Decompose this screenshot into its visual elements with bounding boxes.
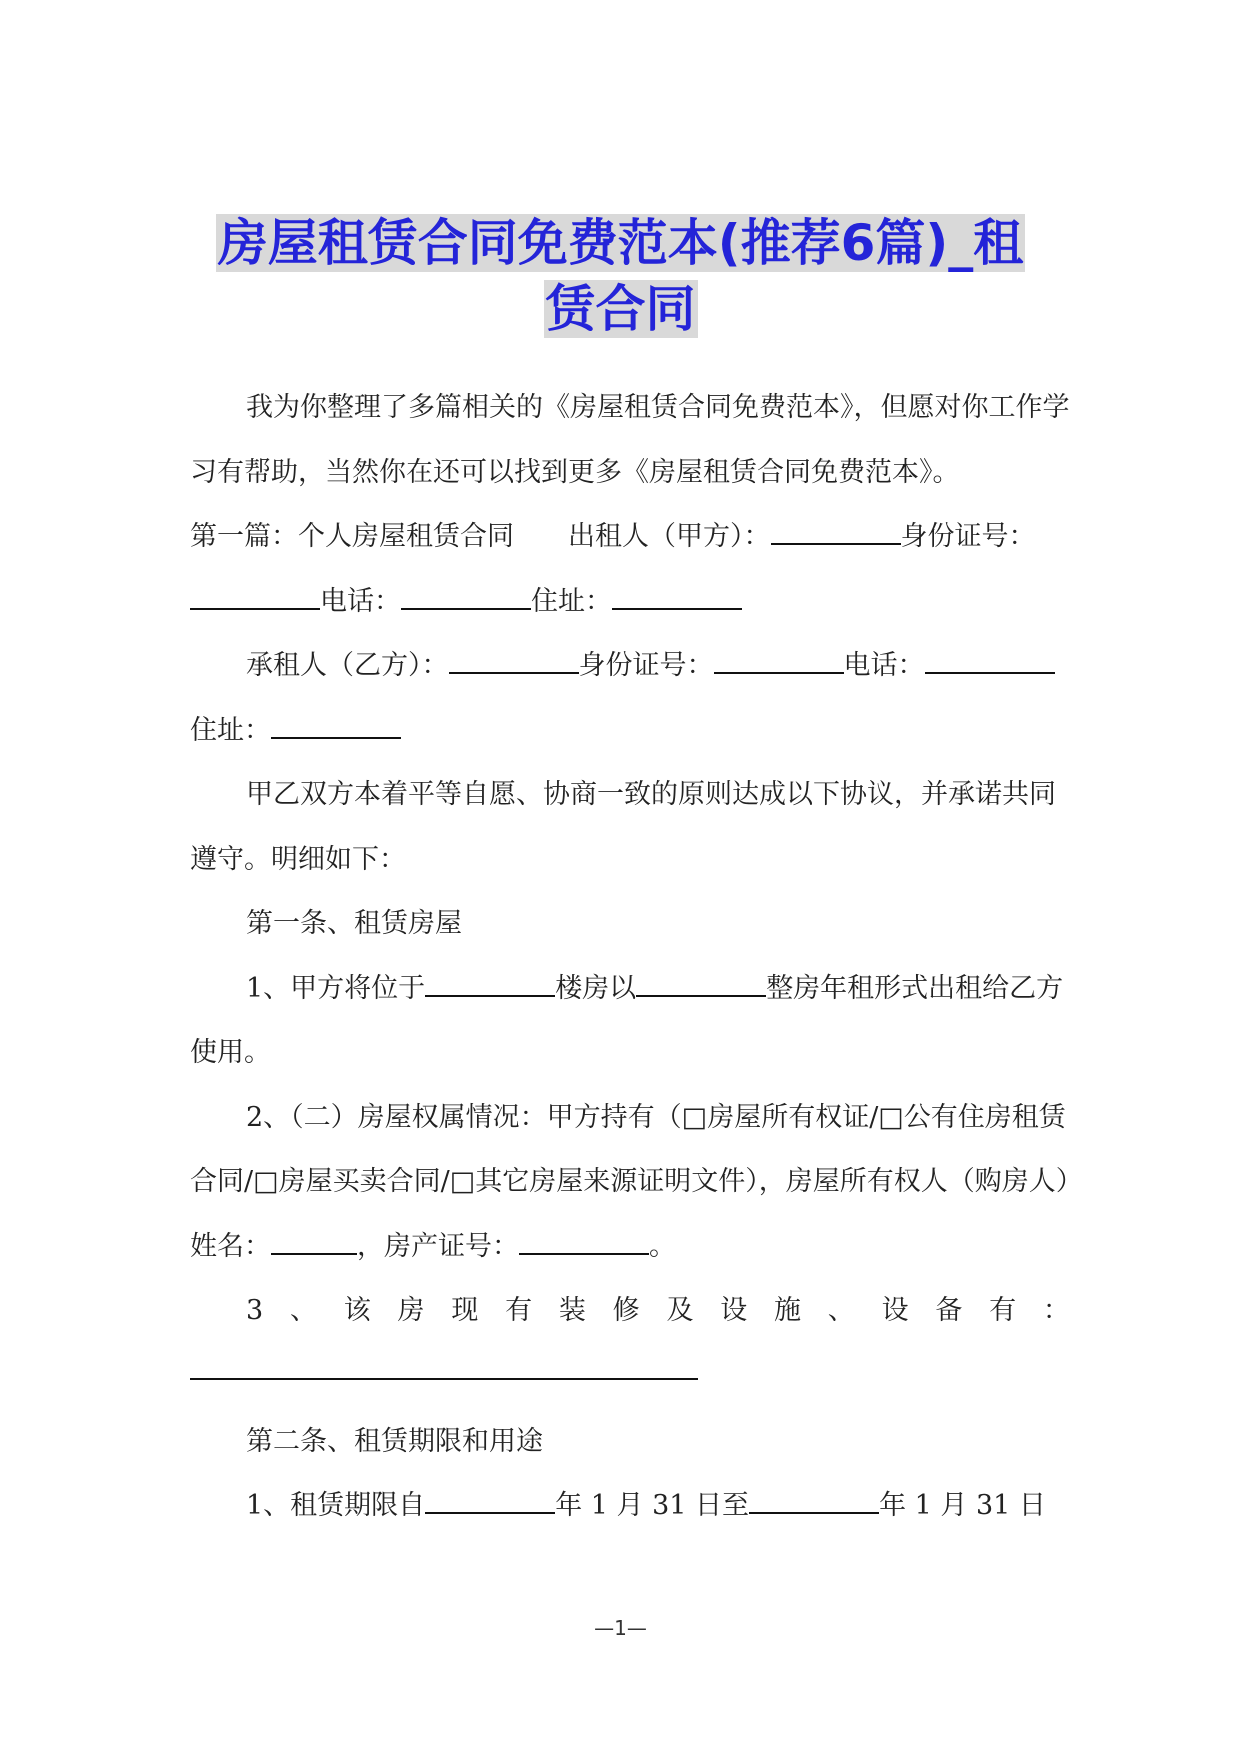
blank-line — [636, 971, 766, 997]
clause-char: 施 — [774, 1295, 801, 1326]
blank-line — [749, 1488, 879, 1514]
blank-line — [714, 648, 844, 674]
clause-text: 楼房以 — [555, 972, 637, 1004]
document-title — [0, 210, 1241, 342]
clause-char: 现 — [451, 1295, 479, 1326]
blank-line — [612, 584, 742, 610]
address-label: 住址： — [190, 714, 271, 746]
blank-line — [190, 584, 320, 610]
clause-text: 1、甲方将位于 — [246, 972, 426, 1004]
clause-char: 设 — [720, 1295, 748, 1326]
clause-1-1 — [190, 957, 1070, 1086]
blank-line — [425, 971, 555, 997]
lessor-paragraph — [190, 505, 1070, 634]
blank-line — [925, 648, 1055, 674]
address-label: 住址： — [531, 585, 612, 617]
clause-text: 整房年租形式出租给乙方使用。 — [190, 972, 1064, 1068]
lessor-label: 第一篇：个人房屋租赁合同 出租人（甲方）： — [190, 521, 771, 552]
intro-paragraph: 我为你整理了多篇相关的《房屋租赁合同免费范本》，但愿对你工作学习有帮助，当然你在还可以找到更多《房屋租赁合同免费范本》。 — [190, 392, 1070, 488]
agreement-paragraph: 甲乙双方本着平等自愿、协商一致的原则达成以下协议，并承诺共同遵守。明细如下： — [190, 779, 1056, 875]
clause-char: 、 — [827, 1295, 855, 1326]
lessee-label: 承租人（乙方）： — [246, 650, 449, 681]
clause-1-2 — [190, 1086, 1070, 1280]
clause-char: 备 — [935, 1295, 963, 1326]
clause-text: ，房产证号： — [357, 1230, 519, 1262]
title-line-1: 房屋租赁合同免费范本(推荐6篇)_租 — [217, 214, 1024, 272]
clause-char: 及 — [666, 1295, 694, 1326]
page-number: —1— — [594, 1616, 647, 1640]
blank-line — [401, 584, 531, 610]
clause-char: 该 — [343, 1295, 371, 1326]
clause-1-3 — [190, 1279, 1070, 1344]
phone-label: 电话： — [320, 585, 401, 617]
article-1-heading: 第一条、租赁房屋 — [246, 908, 462, 939]
clause-char: 有 — [989, 1295, 1017, 1326]
clause-char: ： — [1042, 1295, 1070, 1326]
title-line-2: 赁合同 — [545, 280, 696, 338]
document-body — [190, 376, 1070, 1539]
clause-2-1 — [190, 1474, 1070, 1539]
clause-text: 。 — [649, 1230, 676, 1262]
clause-text: 年 1 月 31 日至 — [555, 1490, 750, 1521]
phone-label: 电话： — [843, 650, 925, 681]
blank-line — [271, 713, 401, 739]
blank-line — [449, 648, 579, 674]
clause-text: 1、租赁期限自 — [246, 1490, 426, 1521]
id-label: 身份证号： — [900, 521, 1036, 552]
clause-char: 3 — [246, 1295, 264, 1326]
clause-char: 、 — [289, 1295, 317, 1326]
clause-char: 修 — [612, 1295, 640, 1326]
clause-char: 装 — [558, 1295, 586, 1326]
clause-text: 2、（二）房屋权属情况：甲方持有（□房屋所有权证/□公有住房租赁合同/□房屋买卖合同/□其它房屋来源证明文件），房屋所有权人（购房人）姓名： — [190, 1101, 1070, 1262]
blank-line — [271, 1229, 357, 1255]
lessee-paragraph — [190, 634, 1070, 763]
clause-char: 房 — [397, 1295, 425, 1326]
blank-line — [771, 519, 901, 545]
clause-char: 设 — [881, 1295, 909, 1326]
id-label: 身份证号： — [578, 650, 714, 681]
clause-text: 年 1 月 31 日 — [879, 1490, 1046, 1521]
clause-char: 有 — [505, 1295, 533, 1326]
blank-line-long — [190, 1344, 698, 1380]
blank-line — [519, 1229, 649, 1255]
blank-line — [425, 1488, 555, 1514]
article-2-heading: 第二条、租赁期限和用途 — [246, 1425, 543, 1457]
